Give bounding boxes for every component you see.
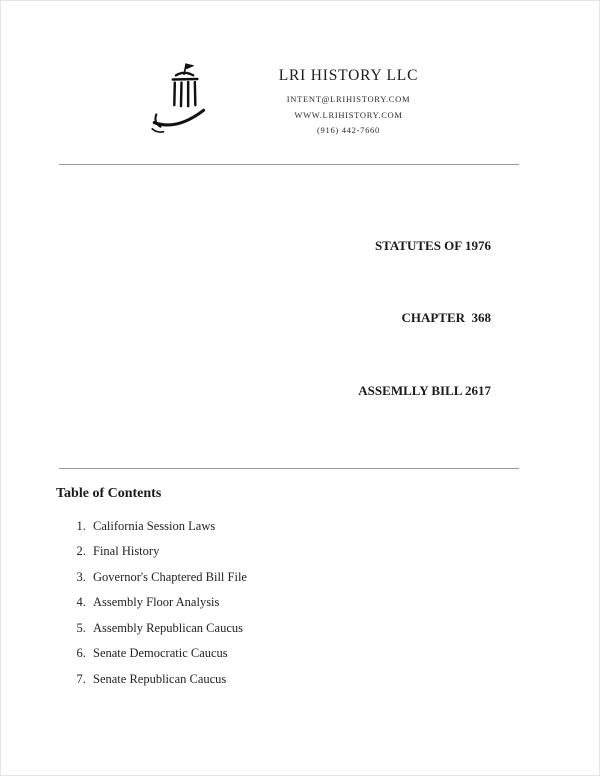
toc-item: 7. Senate Republican Caucus	[89, 672, 539, 687]
toc-list	[56, 519, 539, 687]
divider-middle	[59, 468, 519, 469]
divider-top	[59, 164, 519, 165]
toc-item: 1. California Session Laws	[89, 519, 539, 534]
toc-item: 3. Governor's Chaptered Bill File	[89, 570, 539, 585]
statutes-line: STATUTES OF 1976	[374, 238, 491, 254]
toc-item: 2. Final History	[89, 544, 539, 559]
contact-phone: (916) 442-7660	[317, 125, 380, 136]
toc-title: Table of Contents	[56, 485, 162, 501]
reference-block	[1, 186, 491, 451]
table-of-contents	[56, 486, 539, 687]
letterhead	[1, 1, 599, 139]
toc-item: 5. Assembly Republican Caucus	[89, 621, 539, 636]
bill-line: ASSEMLLY BILL 2617	[358, 382, 491, 398]
contact-website: WWW.LRIHISTORY.COM	[294, 109, 403, 120]
letterhead-text	[236, 61, 461, 139]
toc-item: 6. Senate Democratic Caucus	[89, 646, 539, 661]
contact-email: INTENT@LRIHISTORY.COM	[286, 94, 411, 104]
chapter-line: CHAPTER 368	[401, 310, 491, 326]
capitol-logo-icon	[146, 61, 218, 137]
company-name: LRI HISTORY LLC	[278, 67, 419, 84]
toc-item: 4. Assembly Floor Analysis	[89, 595, 539, 610]
